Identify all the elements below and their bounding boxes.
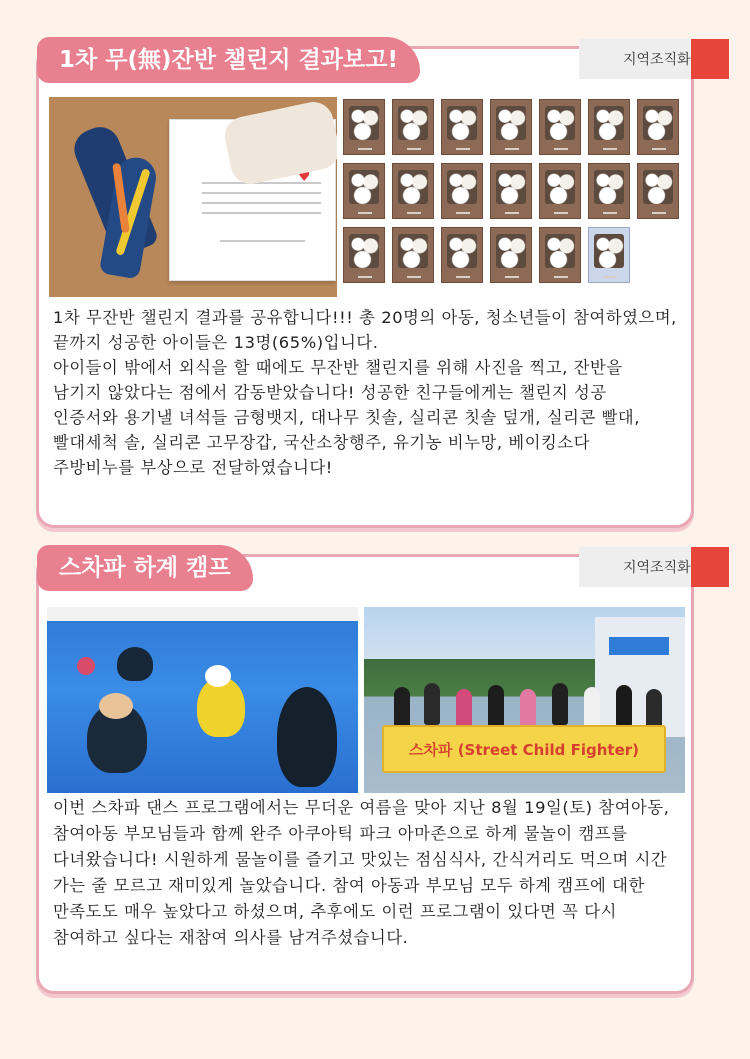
camp-description: 이번 스차파 댄스 프로그램에서는 무더운 여름을 맞아 지난 8월 19일(토) 참여아동, 참여아동 부모님들과 함께 완주 아쿠아틱 파크 아마존으로 하계 물놀이 캠프를 다녀왔습니다! 시원하게 물놀이를 즐기고 맛있는 점심식사, 간식거리도 먹으며 시간 가는 줄 모르고 재미있게 놀았습니다. 참여 아동과 부모님 모두 하계 캠프에 대한 만족도도 매우 높았다고 하셨으며, 추후에도 이런 프로그램이 있다면 꼭 다시 참여하고 싶다는 재참여 의사를 남겨주셨습니다.: [53, 798, 670, 947]
person: [424, 683, 440, 725]
section-title-camp: 스차파 하계 캠프: [37, 545, 253, 591]
swimmer: [99, 693, 133, 719]
meal-photo: [490, 227, 532, 283]
meal-photo-grid: [343, 99, 687, 283]
person: [488, 685, 504, 727]
meal-photo: [343, 163, 385, 219]
person: [584, 687, 600, 729]
person: [552, 683, 568, 725]
group-photo: [364, 607, 685, 793]
meal-photo: [637, 163, 679, 219]
meal-photo: [588, 163, 630, 219]
swimmer: [205, 665, 231, 687]
meal-photo: [637, 99, 679, 155]
section-title-challenge: 1차 무(無)잔반 챌린지 결과보고!: [37, 37, 420, 83]
summer-camp-card: [36, 554, 694, 994]
meal-photo: [490, 163, 532, 219]
challenge-paragraph-2: 아이들이 밖에서 외식을 할 때에도 무잔반 챌린지를 위해 사진을 찍고, 잔반을 남기지 않았다는 점에서 감동받았습니다! 성공한 친구들에게는 챌린지 성공 인증서와 용기낼 녀석들 금형뱃지, 대나무 칫솔, 실리콘 칫솔 덮개, 실리콘 빨대, 빨대세척 솔, 실리콘 고무장갑, 국산소창행주, 유기농 비누망, 베이킹소다 주방비누를 부상으로 전달하였습니다!: [53, 358, 641, 477]
camp-banner: 스차파 (Street Child Fighter): [382, 725, 666, 773]
swimmer: [77, 657, 95, 675]
meal-photo: [441, 163, 483, 219]
swimmer: [277, 687, 337, 787]
meal-photo: [392, 227, 434, 283]
category-tag: [579, 547, 729, 587]
meal-photo: [490, 99, 532, 155]
category-tag: [579, 39, 729, 79]
category-tag-label: 지역조직화: [623, 560, 691, 576]
meal-photo: [588, 227, 630, 283]
meal-photo: [539, 163, 581, 219]
meal-photo: [441, 227, 483, 283]
pool-photo: [47, 607, 358, 793]
certificate-photo: [49, 97, 337, 297]
challenge-description: [53, 305, 677, 480]
swimmer: [117, 647, 153, 681]
tag-accent-bar: [691, 547, 729, 587]
challenge-result-card: [36, 46, 694, 528]
heart-icon: ♥: [298, 169, 311, 185]
meal-photo: [539, 99, 581, 155]
meal-photo: [343, 99, 385, 155]
meal-photo: [588, 99, 630, 155]
person: [616, 685, 632, 727]
meal-photo: [539, 227, 581, 283]
tag-accent-bar: [691, 39, 729, 79]
meal-photo: [441, 99, 483, 155]
person: [394, 687, 410, 729]
challenge-paragraph-1: 1차 무잔반 챌린지 결과를 공유합니다!!! 총 20명의 아동, 청소년들이 참여하였으며, 끝까지 성공한 아이들은 13명(65%)입니다.: [53, 308, 677, 352]
meal-photo: [392, 163, 434, 219]
meal-photo: [343, 227, 385, 283]
category-tag-label: 지역조직화: [623, 52, 691, 68]
meal-photo: [392, 99, 434, 155]
